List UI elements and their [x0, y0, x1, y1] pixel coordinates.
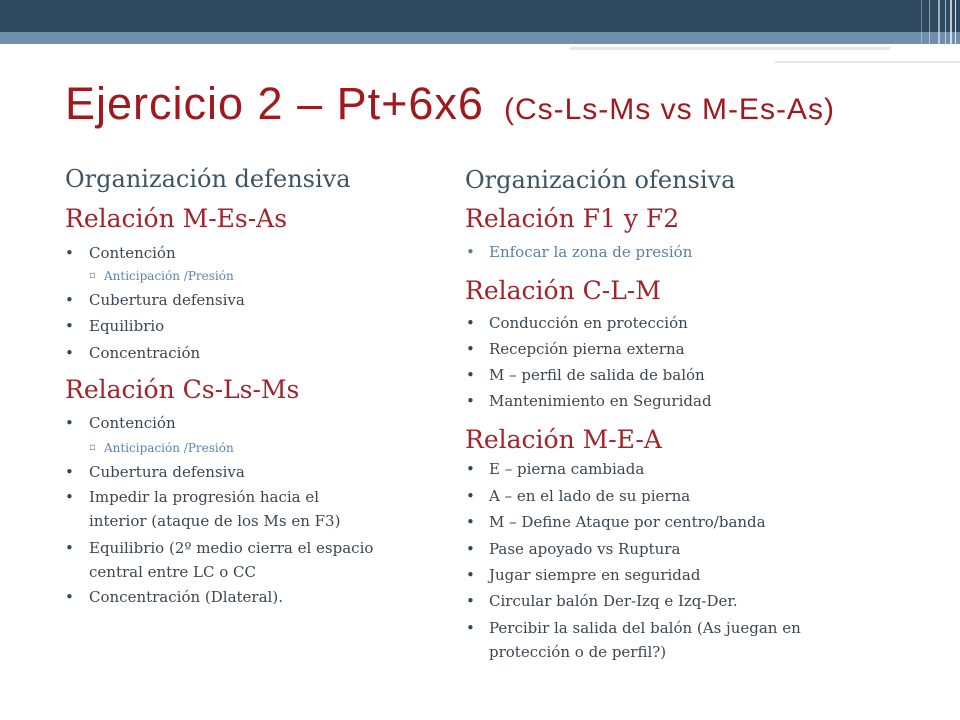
sub-list-item-text: Anticipación /Presión	[104, 441, 234, 455]
header-stripe	[955, 0, 956, 44]
section-title: Relación Cs-Ls-Ms	[65, 375, 300, 404]
bullet-marker	[65, 314, 74, 338]
header-stripe	[929, 0, 930, 44]
bullet-marker	[466, 457, 475, 481]
bullet-marker	[466, 484, 475, 508]
list-item-text: M – perfil de salida de balón	[489, 366, 705, 384]
list-item	[466, 311, 854, 335]
list-item	[65, 341, 374, 365]
list-item-text: Cubertura defensiva	[89, 291, 245, 309]
list-item	[466, 537, 854, 561]
list-item	[65, 288, 374, 312]
section-title: Relación C-L-M	[465, 276, 661, 305]
sub-bullet-marker	[89, 268, 96, 284]
list-item	[466, 240, 854, 264]
bullet-marker	[466, 589, 475, 613]
list-item-text: Cubertura defensiva	[89, 463, 245, 481]
header-stripe	[938, 0, 940, 44]
list-item	[65, 485, 374, 533]
bullet-marker	[466, 311, 475, 335]
sub-list-item	[89, 440, 364, 456]
list-item-text: Mantenimiento en Seguridad	[489, 392, 712, 410]
list-item	[65, 241, 374, 265]
list-item	[466, 337, 854, 361]
list-item	[466, 563, 854, 587]
list-item-text: Concentración (Dlateral).	[89, 588, 283, 606]
list-item-text: Impedir la progresión hacia el interior (ataque de los Ms en F3)	[89, 488, 341, 530]
header-rule	[775, 61, 960, 63]
header-stripe	[921, 0, 922, 44]
list-item-text: Enfocar la zona de presión	[489, 243, 693, 261]
list-item	[466, 484, 854, 508]
list-item	[65, 460, 374, 484]
slide-title	[65, 77, 835, 142]
list-item-text: Concentración	[89, 344, 201, 362]
header-band-dark	[0, 0, 960, 32]
bullet-marker	[466, 616, 475, 640]
header-stripe	[950, 0, 952, 44]
bullet-marker	[65, 411, 74, 435]
list-item	[466, 457, 854, 481]
list-item	[466, 510, 854, 534]
bullet-marker	[65, 288, 74, 312]
bullet-marker	[65, 460, 74, 484]
list-item-text: Percibir la salida del balón (As juegan en protección o de perfil?)	[489, 619, 801, 661]
bullet-marker	[65, 241, 74, 265]
list-item-text: Equilibrio	[89, 317, 165, 335]
list-item-text: Circular balón Der-Izq e Izq-Der.	[489, 592, 738, 610]
slide-title-main: Ejercicio 2 – Pt+6x6	[65, 78, 484, 129]
list-item-text: Jugar siempre en seguridad	[489, 566, 701, 584]
list-item-text: Conducción en protección	[489, 314, 688, 332]
list-item	[65, 314, 374, 338]
bullet-marker	[65, 585, 74, 609]
header-band-light	[0, 32, 960, 44]
column-heading-offensive: Organización ofensiva	[465, 166, 736, 194]
bullet-marker	[65, 536, 74, 560]
slide-title-sub: (Cs-Ls-Ms vs M-Es-As)	[503, 93, 835, 126]
bullet-marker	[466, 510, 475, 534]
bullet-marker	[466, 363, 475, 387]
list-item-text: E – pierna cambiada	[489, 460, 645, 478]
bullet-marker	[466, 337, 475, 361]
sub-bullet-marker	[89, 440, 96, 456]
sub-list-item-text: Anticipación /Presión	[104, 269, 234, 283]
bullet-marker	[65, 341, 74, 365]
list-item	[466, 363, 854, 387]
list-item	[65, 585, 374, 609]
list-item-text: Pase apoyado vs Ruptura	[489, 540, 681, 558]
section-title: Relación F1 y F2	[465, 204, 680, 233]
list-item-text: Contención	[89, 414, 176, 432]
bullet-marker	[466, 563, 475, 587]
header-rule	[570, 47, 890, 50]
bullet-marker	[466, 537, 475, 561]
list-item-text: Equilibrio (2º medio cierra el espacio central entre LC o CC	[89, 539, 374, 581]
column-heading-defensive: Organización defensiva	[65, 165, 351, 193]
list-item	[466, 616, 854, 664]
header-stripe	[945, 0, 946, 44]
list-item-text: Recepción pierna externa	[489, 340, 685, 358]
list-item-text: A – en el lado de su pierna	[489, 487, 691, 505]
list-item-text: Contención	[89, 244, 176, 262]
list-item	[466, 589, 854, 613]
bullet-marker	[65, 485, 74, 509]
section-title: Relación M-Es-As	[65, 204, 288, 233]
list-item-text: M – Define Ataque por centro/banda	[489, 513, 766, 531]
list-item	[65, 411, 374, 435]
list-item	[466, 389, 854, 413]
sub-list-item	[89, 268, 364, 284]
bullet-marker	[466, 389, 475, 413]
list-item	[65, 536, 374, 584]
section-title: Relación M-E-A	[465, 425, 662, 454]
bullet-marker	[466, 240, 475, 264]
